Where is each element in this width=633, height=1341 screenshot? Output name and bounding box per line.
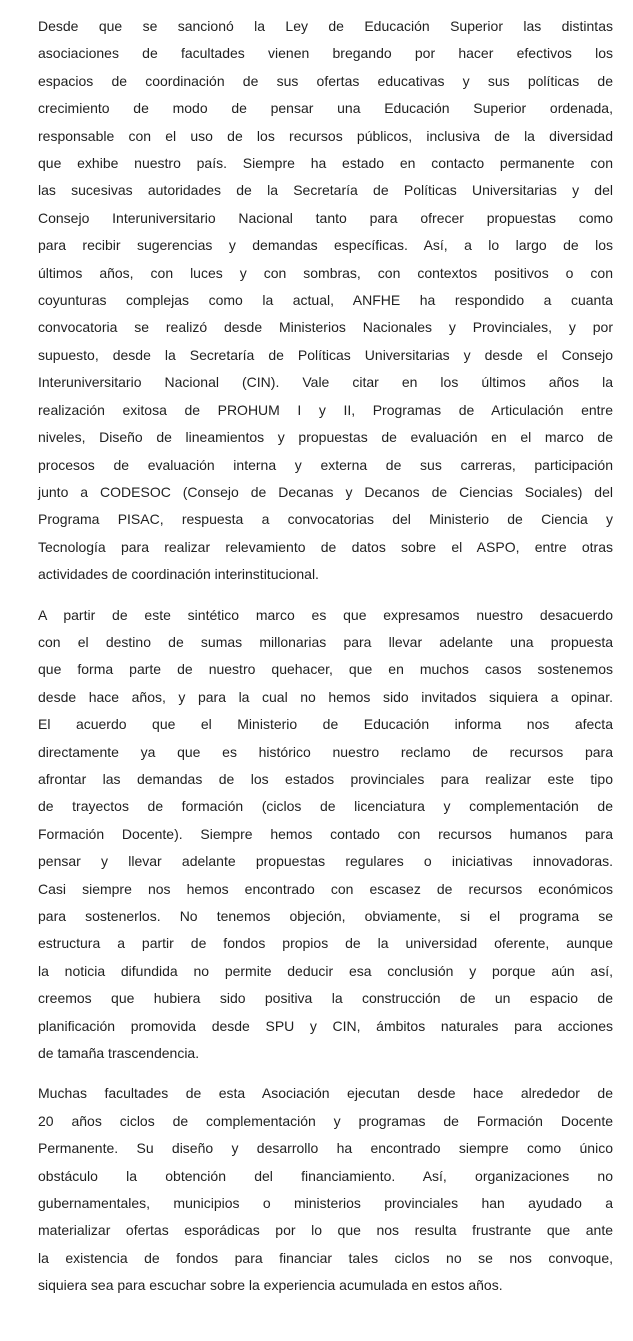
text-line: materializar ofertas esporádicas por lo que nos resulta frustrante que ante <box>38 1222 613 1239</box>
text-line: que exhibe nuestro país. Siempre ha estado en contacto permanente con <box>38 155 613 172</box>
text-line: niveles, Diseño de lineamientos y propuestas de evaluación en el marco de <box>38 429 613 446</box>
text-line: actividades de coordinación interinstitucional. <box>38 566 319 583</box>
text-line: Muchas facultades de esta Asociación ejecutan desde hace alrededor de <box>38 1085 613 1102</box>
text-line: Permanente. Su diseño y desarrollo ha encontrado siempre como único <box>38 1140 613 1157</box>
text-line: procesos de evaluación interna y externa de sus carreras, participación <box>38 456 613 473</box>
text-line: desde hace años, y para la cual no hemos sido invitados siquiera a opinar. <box>38 688 613 705</box>
text-line: planificación promovida desde SPU y CIN, ámbitos naturales para acciones <box>38 1017 613 1034</box>
text-line: para recibir sugerencias y demandas específicas. Así, a lo largo de los <box>38 237 613 254</box>
text-line: A partir de este sintético marco es que expresamos nuestro desacuerdo <box>38 606 613 623</box>
text-line: la noticia difundida no permite deducir esa conclusión y porque aún así, <box>38 962 613 979</box>
text-line: asociaciones de facultades vienen bregando por hacer efectivos los <box>38 45 613 62</box>
text-line: gubernamentales, municipios o ministerios provinciales han ayudado a <box>38 1195 613 1212</box>
text-line: Casi siempre nos hemos encontrado con escasez de recursos económicos <box>38 880 613 897</box>
text-line: supuesto, desde la Secretaría de Políticas Universitarias y desde el Consejo <box>38 346 613 363</box>
text-line: coyunturas complejas como la actual, ANFHE ha respondido a cuanta <box>38 292 613 309</box>
text-line: las sucesivas autoridades de la Secretaría de Políticas Universitarias y del <box>38 182 613 199</box>
text-line: Interuniversitario Nacional (CIN). Vale citar en los últimos años la <box>38 374 613 391</box>
text-line: afrontar las demandas de los estados provinciales para realizar este tipo <box>38 770 613 787</box>
text-line: para sostenerlos. No tenemos objeción, obviamente, si el programa se <box>38 908 613 924</box>
text-line: Formación Docente). Siempre hemos contado con recursos humanos para <box>38 825 613 842</box>
text-line: de trayectos de formación (ciclos de licenciatura y complementación de <box>38 798 613 815</box>
text-line: Programa PISAC, respuesta a convocatorias del Ministerio de Ciencia y <box>38 511 613 528</box>
text-line: responsable con el uso de los recursos públicos, inclusiva de la diversidad <box>38 127 613 144</box>
text-line: que forma parte de nuestro quehacer, que en muchos casos sostenemos <box>38 661 613 678</box>
text-line: crecimiento de modo de pensar una Educación Superior ordenada, <box>38 100 613 117</box>
text-line: Consejo Interuniversitario Nacional tanto para ofrecer propuestas como <box>38 209 613 226</box>
text-line: realización exitosa de PROHUM I y II, Programas de Articulación entre <box>38 401 613 418</box>
text-line: Desde que se sancionó la Ley de Educación Superior las distintas <box>38 18 613 34</box>
text-line: la existencia de fondos para financiar tales ciclos no se nos convoque, <box>38 1249 613 1266</box>
text-line: con el destino de sumas millonarias para llevar adelante una propuesta <box>38 633 613 650</box>
text-line: convocatoria se realizó desde Ministerios Nacionales y Provinciales, y por <box>38 319 613 336</box>
text-line: creemos que hubiera sido positiva la construcción de un espacio de <box>38 990 613 1007</box>
text-line: de tamaña trascendencia. <box>38 1045 200 1062</box>
text-line: 20 años ciclos de complementación y programas de Formación Docente <box>38 1112 613 1129</box>
text-line: últimos años, con luces y con sombras, con contextos positivos o con <box>38 264 613 281</box>
text-line: siquiera sea para escuchar sobre la experiencia acumulada en estos años. <box>38 1277 503 1294</box>
text-line: Tecnología para realizar relevamiento de datos sobre el ASPO, entre otras <box>38 538 613 555</box>
text-line: estructura a partir de fondos propios de la universidad oferente, aunque <box>38 935 613 952</box>
paragraph-2 <box>38 602 613 1068</box>
text-line: espacios de coordinación de sus ofertas educativas y sus políticas de <box>38 72 613 89</box>
text-line: directamente ya que es histórico nuestro reclamo de recursos para <box>38 743 613 760</box>
text-line: pensar y llevar adelante propuestas regulares o iniciativas innovadoras. <box>38 853 613 870</box>
text-line: obstáculo la obtención del financiamiento. Así, organizaciones no <box>38 1167 613 1184</box>
paragraph-3 <box>38 1080 613 1299</box>
text-line: El acuerdo que el Ministerio de Educación informa nos afecta <box>38 716 613 733</box>
text-line: junto a CODESOC (Consejo de Decanas y Decanos de Ciencias Sociales) del <box>38 483 613 500</box>
paragraph-1 <box>38 13 613 589</box>
